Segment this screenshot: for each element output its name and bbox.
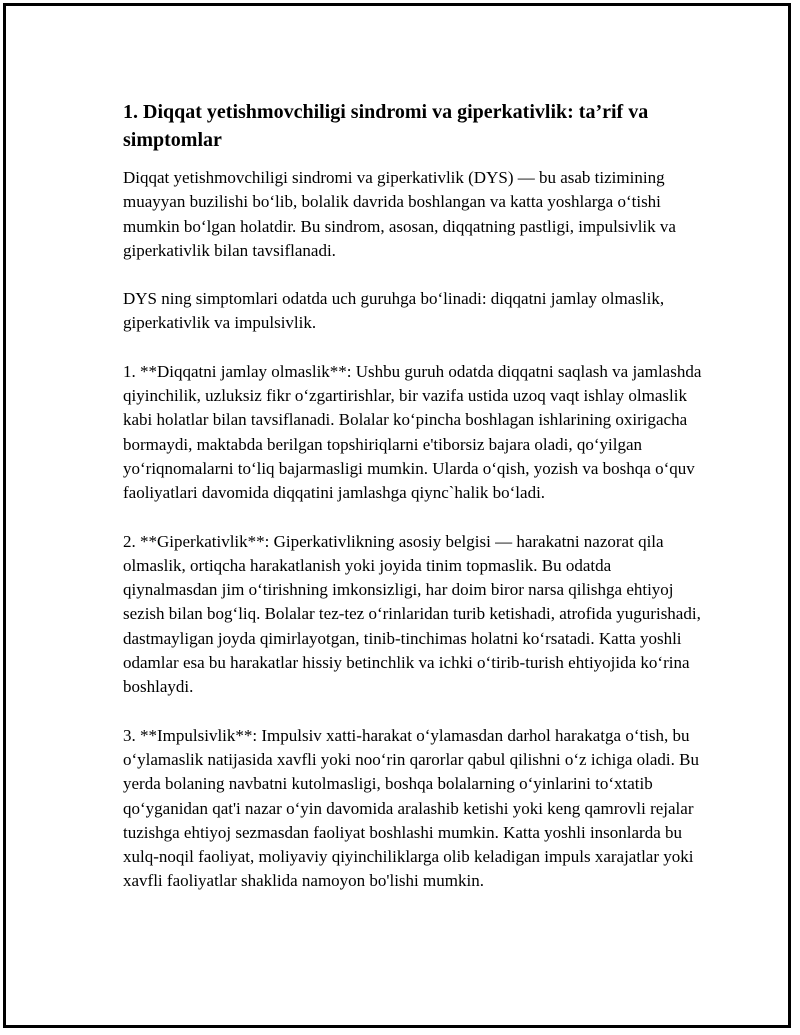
paragraph-intro: Diqqat yetishmovchiligi sindromi va giperkativlik (DYS) — bu asab tizimining muayyan buzilishi bo‘lib, bolalik davrida boshlangan va katta yoshlarga o‘tishi mumkin bo‘lgan holatdir. Bu sindrom, asosan, diqqatning pastligi, impulsivlik va giperkativlik bilan tavsiflanadi. <box>123 168 676 260</box>
document-body <box>123 98 703 918</box>
document-title: 1. Diqqat yetishmovchiligi sindromi va giperkativlik: ta’rif va simptomlar <box>123 101 649 151</box>
page-frame <box>3 3 791 1028</box>
paragraph-hyperactivity: 2. **Giperkativlik**: Giperkativlikning asosiy belgisi — harakatni nazorat qila olmaslik, ortiqcha harakatlanish yoki joyida tinim topmaslik. Bu odatda qiynalmasdan jim o‘tirishning imkonsizligi, har doim biror narsa qilishga ehtiyoj sezish bilan bog‘liq. Bolalar tez-tez o‘rinlaridan turib ketishadi, atrofida yugurishadi, dastmayligan joyda qimirlayotgan, tinib-tinchimas holatni ko‘rsatadi. Katta yoshli odamlar esa bu harakatlar hissiy betinchlik va ichki o‘tirib-turish ehtiyojida ko‘rina boshlaydi. <box>123 531 701 697</box>
paragraph-impulsivity: 3. **Impulsivlik**: Impulsiv xatti-harakat o‘ylamasdan darhol harakatga o‘tish, bu o‘ylamaslik natijasida xavfli yoki noo‘rin qarorlar qabul qilishni o‘z ichiga oladi. Bu yerda bolaning navbatni kutolmasligi, boshqa bolalarning o‘yinlarini to‘xtatib qo‘yganidan qat'i nazar o‘yin davomida aralashib ketishi yoki keng qamrovli rejalar tuzishga ehtiyoj sezmasdan faoliyat boshlashi mumkin. Katta yoshli insonlarda bu xulq-noqil faoliyat, moliyaviy qiyinchiliklarga olib keladigan impuls xarajatlar yoki xavfli faoliyatlar shaklida namoyon bo'lishi mumkin. <box>123 725 699 891</box>
paragraph-symptom-groups: DYS ning simptomlari odatda uch guruhga bo‘linadi: diqqatni jamlay olmaslik, giperkativlik va impulsivlik. <box>123 289 665 333</box>
paragraph-inattention: 1. **Diqqatni jamlay olmaslik**: Ushbu guruh odatda diqqatni saqlash va jamlashda qiyinchilik, uzluksiz fikr o‘zgartirishlar, bir vazifa ustida uzoq vaqt ishlay olmaslik kabi holatlar bilan tavsiflanadi. Bolalar ko‘pincha boshlagan ishlarining oxirigacha bormaydi, maktabda berilgan topshiriqlarni e'tiborsiz bajara oladi, qo‘yilgan yo‘riqnomalarni to‘liq bajarmasligi mumkin. Ularda o‘qish, yozish va boshqa o‘quv faoliyatlari davomida diqqatini jamlashga qiync`halik bo‘ladi. <box>123 361 702 503</box>
